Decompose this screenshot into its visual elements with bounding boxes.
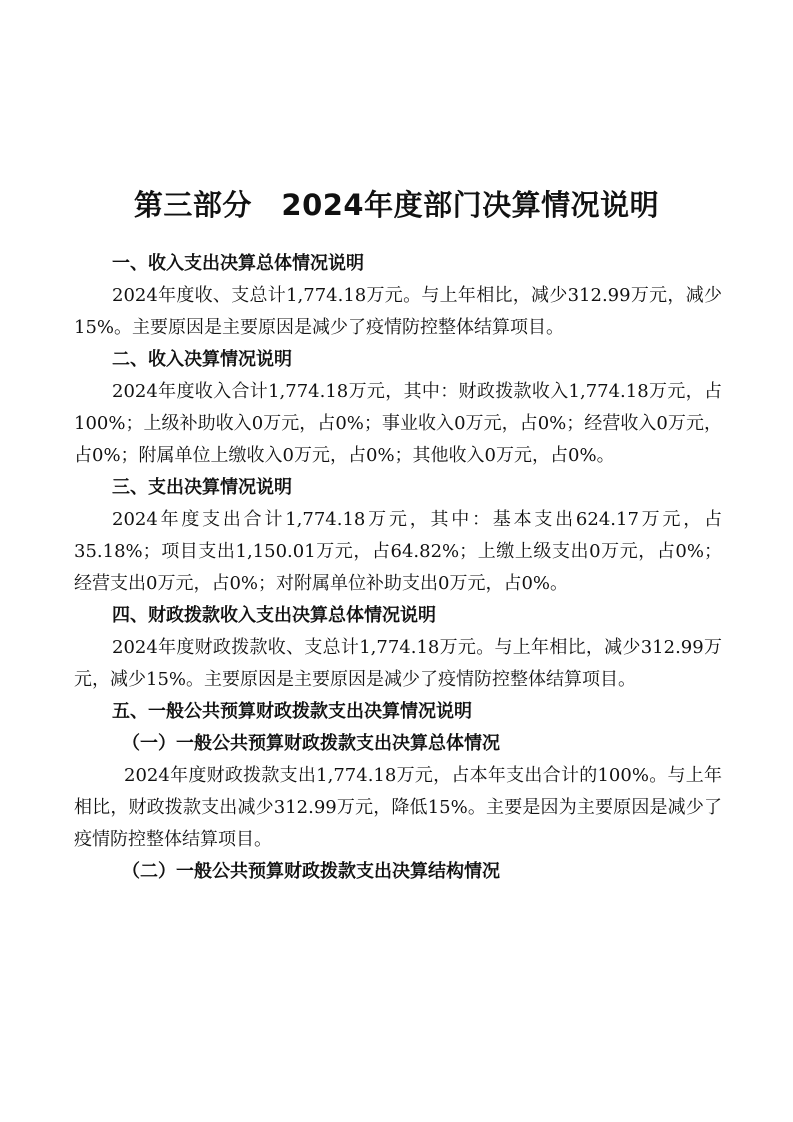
subsection-2	[74, 856, 722, 888]
subsection-heading: （一）一般公共预算财政拨款支出决算总体情况	[122, 733, 500, 754]
section-2	[74, 344, 722, 472]
subsection-paragraph: 2024年度财政拨款支出1,774.18万元，占本年支出合计的100%。与上年相比，财政拨款支出减少312.99万元，降低15%。主要是因为主要原因是减少了疫情防控整体结算项目。	[74, 765, 722, 850]
page-title: 第三部分 2024年度部门决算情况说明	[133, 188, 660, 222]
section-1	[74, 248, 722, 344]
subsection-heading: （二）一般公共预算财政拨款支出决算结构情况	[122, 861, 500, 882]
section-paragraph: 2024年度收、支总计1,774.18万元。与上年相比，减少312.99万元，减少15%。主要原因是主要原因是减少了疫情防控整体结算项目。	[74, 285, 722, 338]
section-paragraph: 2024年度支出合计1,774.18万元，其中：基本支出624.17万元，占35.18%；项目支出1,150.01万元，占64.82%；上缴上级支出0万元，占0%；经营支出0万元，占0%；对附属单位补助支出0万元，占0%。	[74, 509, 722, 594]
section-heading: 三、支出决算情况说明	[112, 477, 292, 498]
section-3	[74, 472, 722, 600]
section-heading: 五、一般公共预算财政拨款支出决算情况说明	[112, 701, 472, 722]
document-body	[74, 248, 722, 888]
section-heading: 二、收入决算情况说明	[112, 349, 292, 370]
section-paragraph: 2024年度收入合计1,774.18万元，其中：财政拨款收入1,774.18万元，占100%；上级补助收入0万元，占0%；事业收入0万元，占0%；经营收入0万元，占0%；附属单位上缴收入0万元，占0%；其他收入0万元，占0%。	[74, 381, 722, 466]
section-4	[74, 600, 722, 696]
section-heading: 四、财政拨款收入支出决算总体情况说明	[112, 605, 436, 626]
section-5	[74, 696, 722, 888]
subsection-1	[74, 728, 722, 856]
section-paragraph: 2024年度财政拨款收、支总计1,774.18万元。与上年相比，减少312.99万元，减少15%。主要原因是主要原因是减少了疫情防控整体结算项目。	[74, 637, 722, 690]
section-heading: 一、收入支出决算总体情况说明	[112, 253, 364, 274]
